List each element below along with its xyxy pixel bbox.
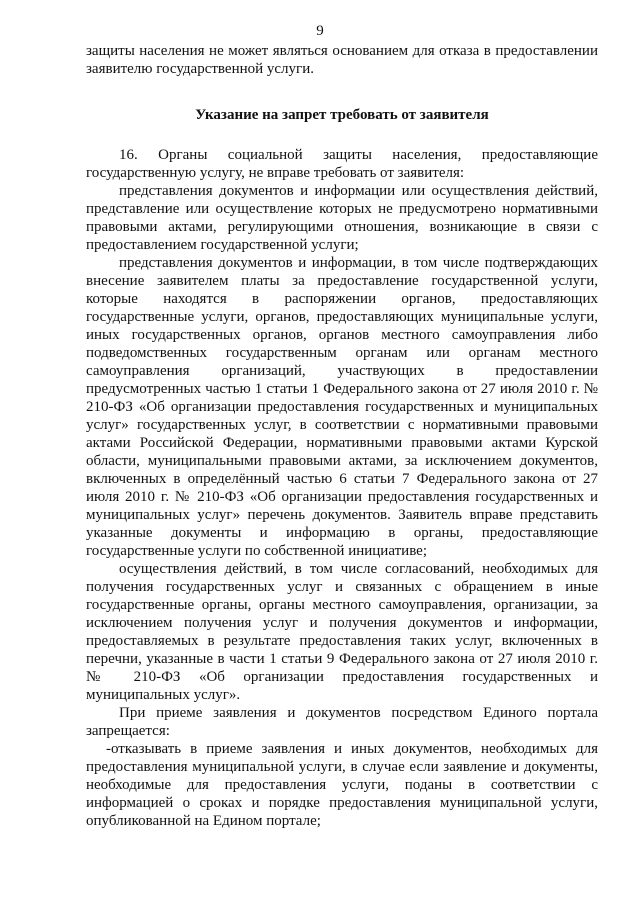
requirement-item-3: осуществления действий, в том числе согласований, необходимых для получения государственных услуг и связанных с обращением в иные государственные органы, органы местного самоуправления, организации, за исключением получения услуг и получения документов и информации, предоставляемых в результате предоставления таких услуг, включенных в перечни, указанные в части 1 статьи 9 Федерального закона от 27 июля 2010 г. № 210-ФЗ «Об организации предоставления государственных и муниципальных услуг». xyxy=(86,561,598,703)
paragraph-16: 16. Органы социальной защиты населения, предоставляющие государственную услугу, не вправе требовать от заявителя: xyxy=(86,147,598,181)
requirement-item-1: представления документов и информации или осуществления действий, представление или осуществление которых не предусмотрено нормативными правовыми актами, регулирующими отношения, возникающие в связи с предоставлением государственной услуги; xyxy=(86,183,598,253)
portal-prohibition-item: -отказывать в приеме заявления и иных документов, необходимых для предоставления муниципальной услуги, в случае если заявление и документы, необходимые для предоставления услуги, поданы в соответствии с информацией о сроках и порядке предоставления муниципальной услуги, опубликованной на Едином портале; xyxy=(86,741,598,829)
intro-paragraph: защиты населения не может являться основанием для отказа в предоставлении заявителю государственной услуги. xyxy=(86,43,598,77)
section-heading: Указание на запрет требовать от заявителя xyxy=(195,107,489,123)
document-body xyxy=(86,42,598,830)
requirement-item-2: представления документов и информации, в том числе подтверждающих внесение заявителем платы за предоставление государственной услуги, которые находятся в распоряжении органов, предоставляющих государственные услуги, органов, предоставляющих муниципальные услуги, иных государственных органов, органов местного самоуправления либо подведомственных государственным органам или органам местного самоуправления организаций, участвующих в предоставлении предусмотренных частью 1 статьи 1 Федерального закона от 27 июля 2010 г. № 210-ФЗ «Об организации предоставления государственных и муниципальных услуг» государственных услуг, в соответствии с нормативными правовыми актами Российской Федерации, нормативными правовыми актами Курской области, муниципальными правовыми актами, за исключением документов, включенных в определённый частью 6 статьи 7 Федерального закона от 27 июля 2010 г. № 210-ФЗ «Об организации предоставления государственных и муниципальных услуг» перечень документов. Заявитель вправе представить указанные документы и информацию в органы, предоставляющие государственные услуги по собственной инициативе; xyxy=(86,255,598,559)
portal-paragraph: При приеме заявления и документов посредством Единого портала запрещается: xyxy=(86,705,598,739)
page-number: 9 xyxy=(316,23,324,39)
